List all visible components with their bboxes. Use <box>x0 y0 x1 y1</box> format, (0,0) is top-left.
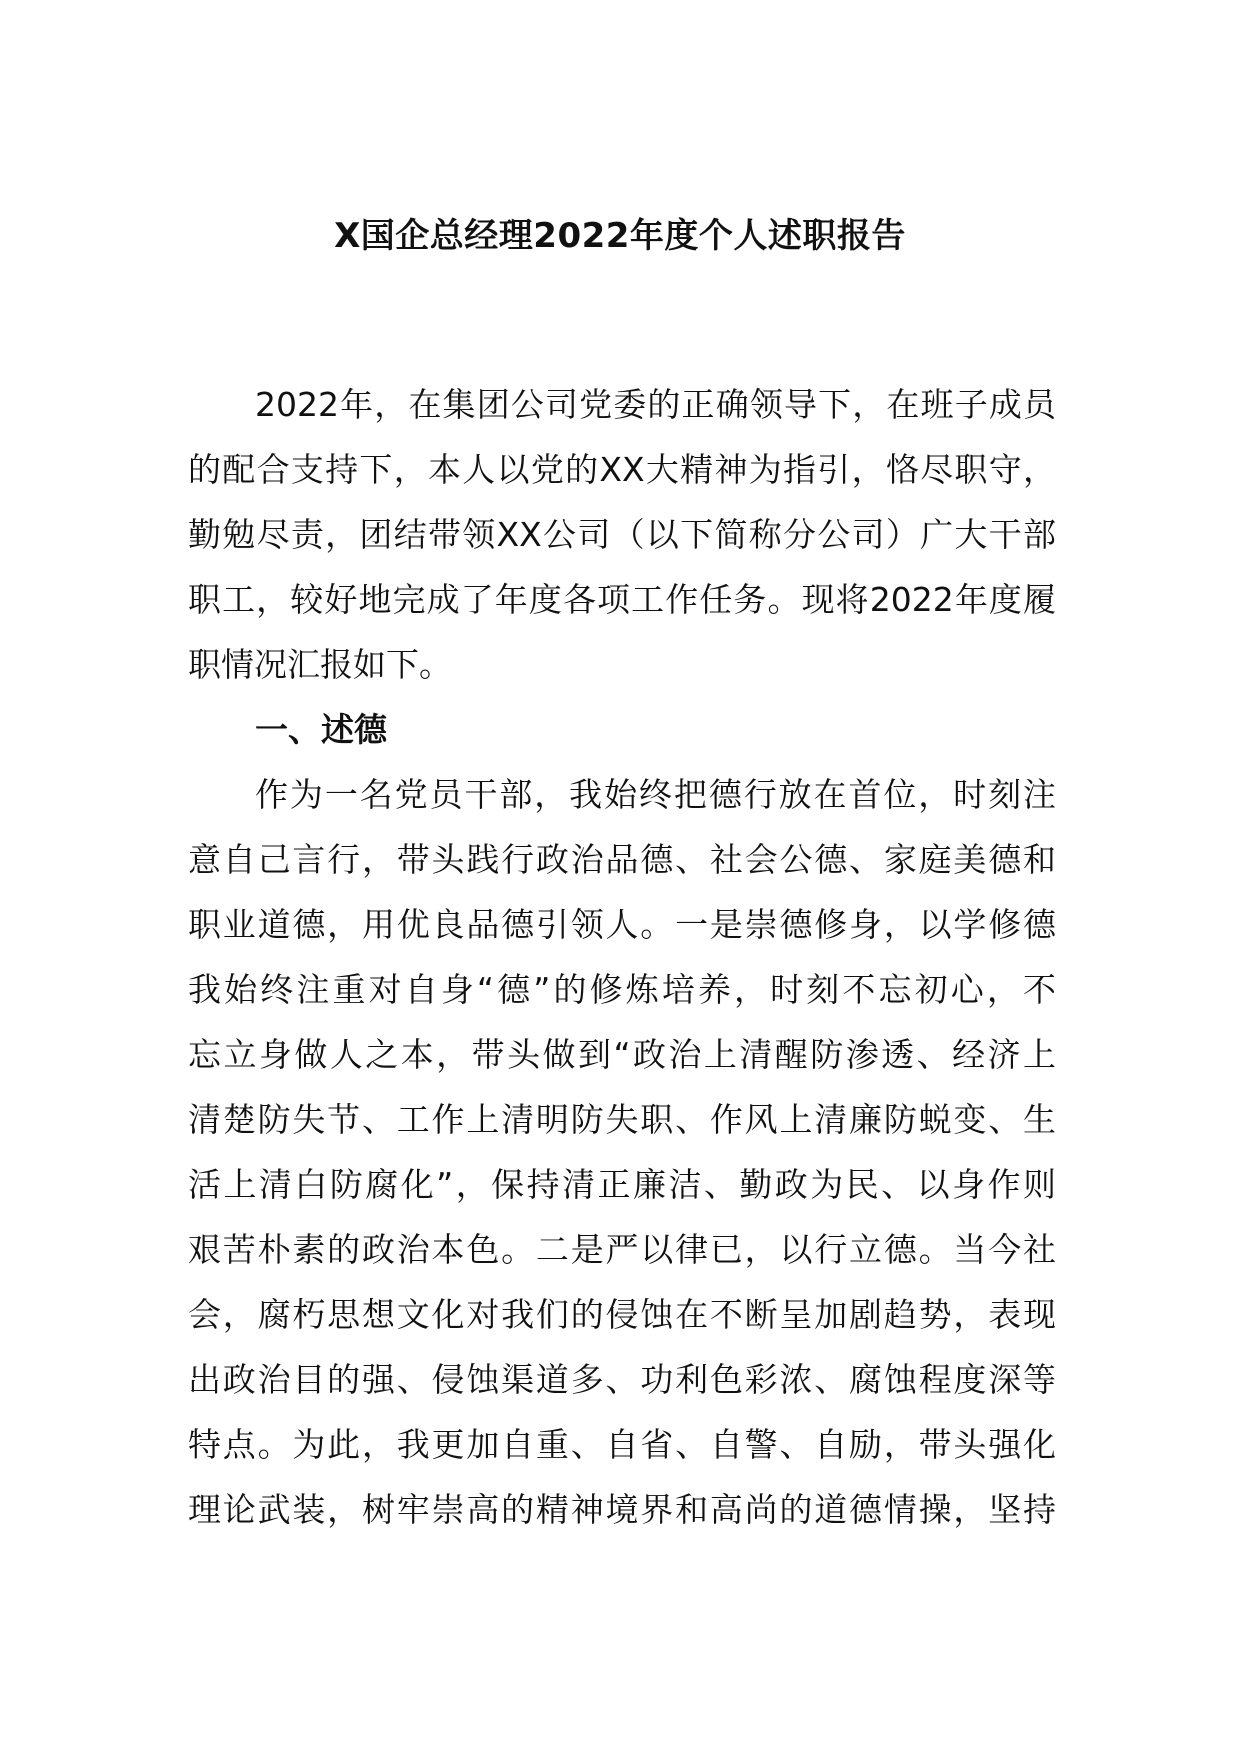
document-body <box>188 372 1056 1542</box>
paragraph-line: 我始终注重对自身“德”的修炼培养，时刻不忘初心，不 <box>188 970 1056 1009</box>
paragraph-line: 忘立身做人之本，带头做到“政治上清醒防渗透、经济上 <box>188 1035 1056 1074</box>
paragraph-line: 艰苦朴素的政治本色。二是严以律已，以行立德。当今社 <box>188 1230 1056 1269</box>
paragraph-line: 2022年，在集团公司党委的正确领导下，在班子成员 <box>255 385 1056 424</box>
section-heading: 一、述德 <box>255 710 387 749</box>
paragraph-line: 理论武装，树牢崇高的精神境界和高尚的道德情操，坚持 <box>188 1490 1056 1529</box>
paragraph-line: 出政治目的强、侵蚀渠道多、功利色彩浓、腐蚀程度深等 <box>188 1360 1056 1399</box>
paragraph-line: 会，腐朽思想文化对我们的侵蚀在不断呈加剧趋势，表现 <box>188 1295 1056 1334</box>
document-title: X国企总经理2022年度个人述职报告 <box>334 216 906 256</box>
paragraph-line: 清楚防失节、工作上清明防失职、作风上清廉防蜕变、生 <box>188 1100 1056 1139</box>
paragraph-line: 的配合支持下，本人以党的XX大精神为指引，恪尽职守， <box>188 450 1056 489</box>
paragraph-line: 职业道德，用优良品德引领人。一是崇德修身，以学修德 <box>188 905 1056 944</box>
paragraph-line: 勤勉尽责，团结带领XX公司（以下简称分公司）广大干部 <box>188 515 1056 554</box>
paragraph-line: 职情况汇报如下。 <box>188 645 452 684</box>
paragraph-line: 意自己言行，带头践行政治品德、社会公德、家庭美德和 <box>188 840 1056 879</box>
paragraph-line: 活上清白防腐化”，保持清正廉洁、勤政为民、以身作则 <box>188 1165 1056 1204</box>
paragraph-line: 作为一名党员干部，我始终把德行放在首位，时刻注 <box>255 775 1056 814</box>
paragraph-line: 职工，较好地完成了年度各项工作任务。现将2022年度履 <box>188 580 1056 619</box>
paragraph-line: 特点。为此，我更加自重、自省、自警、自励，带头强化 <box>188 1425 1056 1464</box>
